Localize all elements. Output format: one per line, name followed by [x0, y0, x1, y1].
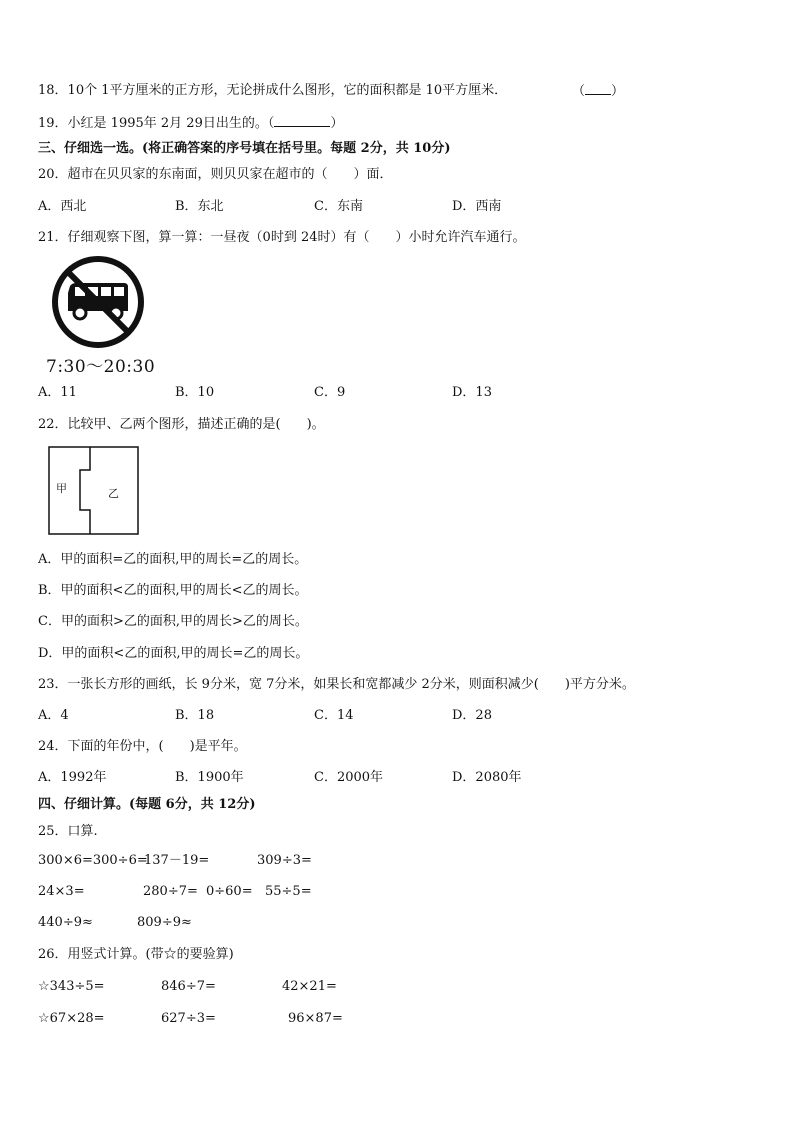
- math-item: 280÷7=: [143, 884, 198, 899]
- option-b[interactable]: B．18: [175, 708, 215, 723]
- label-yi: 乙: [108, 487, 119, 500]
- option-d[interactable]: D．28: [452, 708, 492, 723]
- option-a[interactable]: A．西北: [38, 199, 87, 214]
- no-bus-sign-icon: [48, 255, 148, 349]
- section-3-heading: 三、仔细选一选。(将正确答案的序号填在括号里。每题 2分，共 10分): [38, 141, 451, 156]
- math-item: 309÷3=: [257, 853, 312, 868]
- calc-item: ☆67×28=: [38, 1011, 105, 1026]
- calc-item: 96×87=: [288, 1011, 343, 1026]
- question-22: 22．比较甲、乙两个图形，描述正确的是( )。: [38, 417, 325, 432]
- option-b[interactable]: B．1900年: [175, 770, 244, 785]
- option-a[interactable]: A．1992年: [38, 770, 107, 785]
- option-c[interactable]: C．甲的面积>乙的面积,甲的周长>乙的周长。: [38, 614, 308, 629]
- paren-close: ）: [330, 116, 344, 131]
- math-item: 0÷60=: [206, 884, 253, 899]
- question-19-text: 19．小红是 1995年 2月 29日出生的。（: [38, 116, 275, 131]
- option-b[interactable]: B．10: [175, 385, 215, 400]
- calc-item: 846÷7=: [161, 979, 216, 994]
- paren-open: （: [572, 84, 586, 99]
- question-26: 26．用竖式计算。(带☆的要验算): [38, 947, 234, 962]
- option-a[interactable]: A．11: [38, 385, 77, 400]
- question-18: [38, 82, 507, 100]
- option-d[interactable]: D．13: [452, 385, 492, 400]
- question-23: 23．一张长方形的画纸，长 9分米，宽 7分米，如果长和宽都减少 2分米，则面积减少( )平方分米。: [38, 677, 635, 692]
- math-item: 24×3=: [38, 884, 85, 899]
- option-b[interactable]: B．甲的面积<乙的面积,甲的周长<乙的周长。: [38, 583, 308, 598]
- math-item: 137－19=: [144, 853, 210, 868]
- answer-blank[interactable]: [585, 82, 611, 95]
- option-c[interactable]: C．东南: [314, 199, 363, 214]
- calc-item: ☆343÷5=: [38, 979, 105, 994]
- option-c[interactable]: C．14: [314, 708, 354, 723]
- option-a[interactable]: A．4: [38, 708, 69, 723]
- option-a[interactable]: A．甲的面积=乙的面积,甲的周长=乙的周长。: [38, 552, 308, 567]
- option-d[interactable]: D．2080年: [452, 770, 522, 785]
- option-d[interactable]: D．西南: [452, 199, 502, 214]
- question-18-text: 18．10个 1平方厘米的正方形，无论拼成什么图形，它的面积都是 10平方厘米．: [38, 83, 508, 98]
- section-4-heading: 四、仔细计算。(每题 6分，共 12分): [38, 797, 256, 812]
- math-item: 300×6=300÷6=: [38, 853, 148, 868]
- question-19: [38, 114, 343, 133]
- option-c[interactable]: C．9: [314, 385, 346, 400]
- option-d[interactable]: D．甲的面积<乙的面积,甲的周长=乙的周长。: [38, 646, 309, 661]
- calc-item: 42×21=: [282, 979, 337, 994]
- option-c[interactable]: C．2000年: [314, 770, 384, 785]
- option-b[interactable]: B．东北: [175, 199, 224, 214]
- math-item: 809÷9≈: [137, 915, 192, 930]
- question-20: 20．超市在贝贝家的东南面，则贝贝家在超市的（ ）面．: [38, 167, 393, 182]
- label-jia: 甲: [56, 482, 67, 495]
- sign-time-range: 7:30～20:30: [46, 357, 156, 377]
- math-item: 440÷9≈: [38, 915, 93, 930]
- question-18-answer: [572, 82, 624, 101]
- question-24: 24．下面的年份中，( )是平年。: [38, 739, 247, 754]
- paren-close: ）: [611, 84, 625, 99]
- question-21: 21．仔细观察下图，算一算：一昼夜（0时到 24时）有（ ）小时允许汽车通行。: [38, 230, 526, 245]
- question-25: 25．口算.: [38, 824, 98, 839]
- math-item: 55÷5=: [265, 884, 312, 899]
- calc-item: 627÷3=: [161, 1011, 216, 1026]
- answer-blank[interactable]: [274, 114, 330, 127]
